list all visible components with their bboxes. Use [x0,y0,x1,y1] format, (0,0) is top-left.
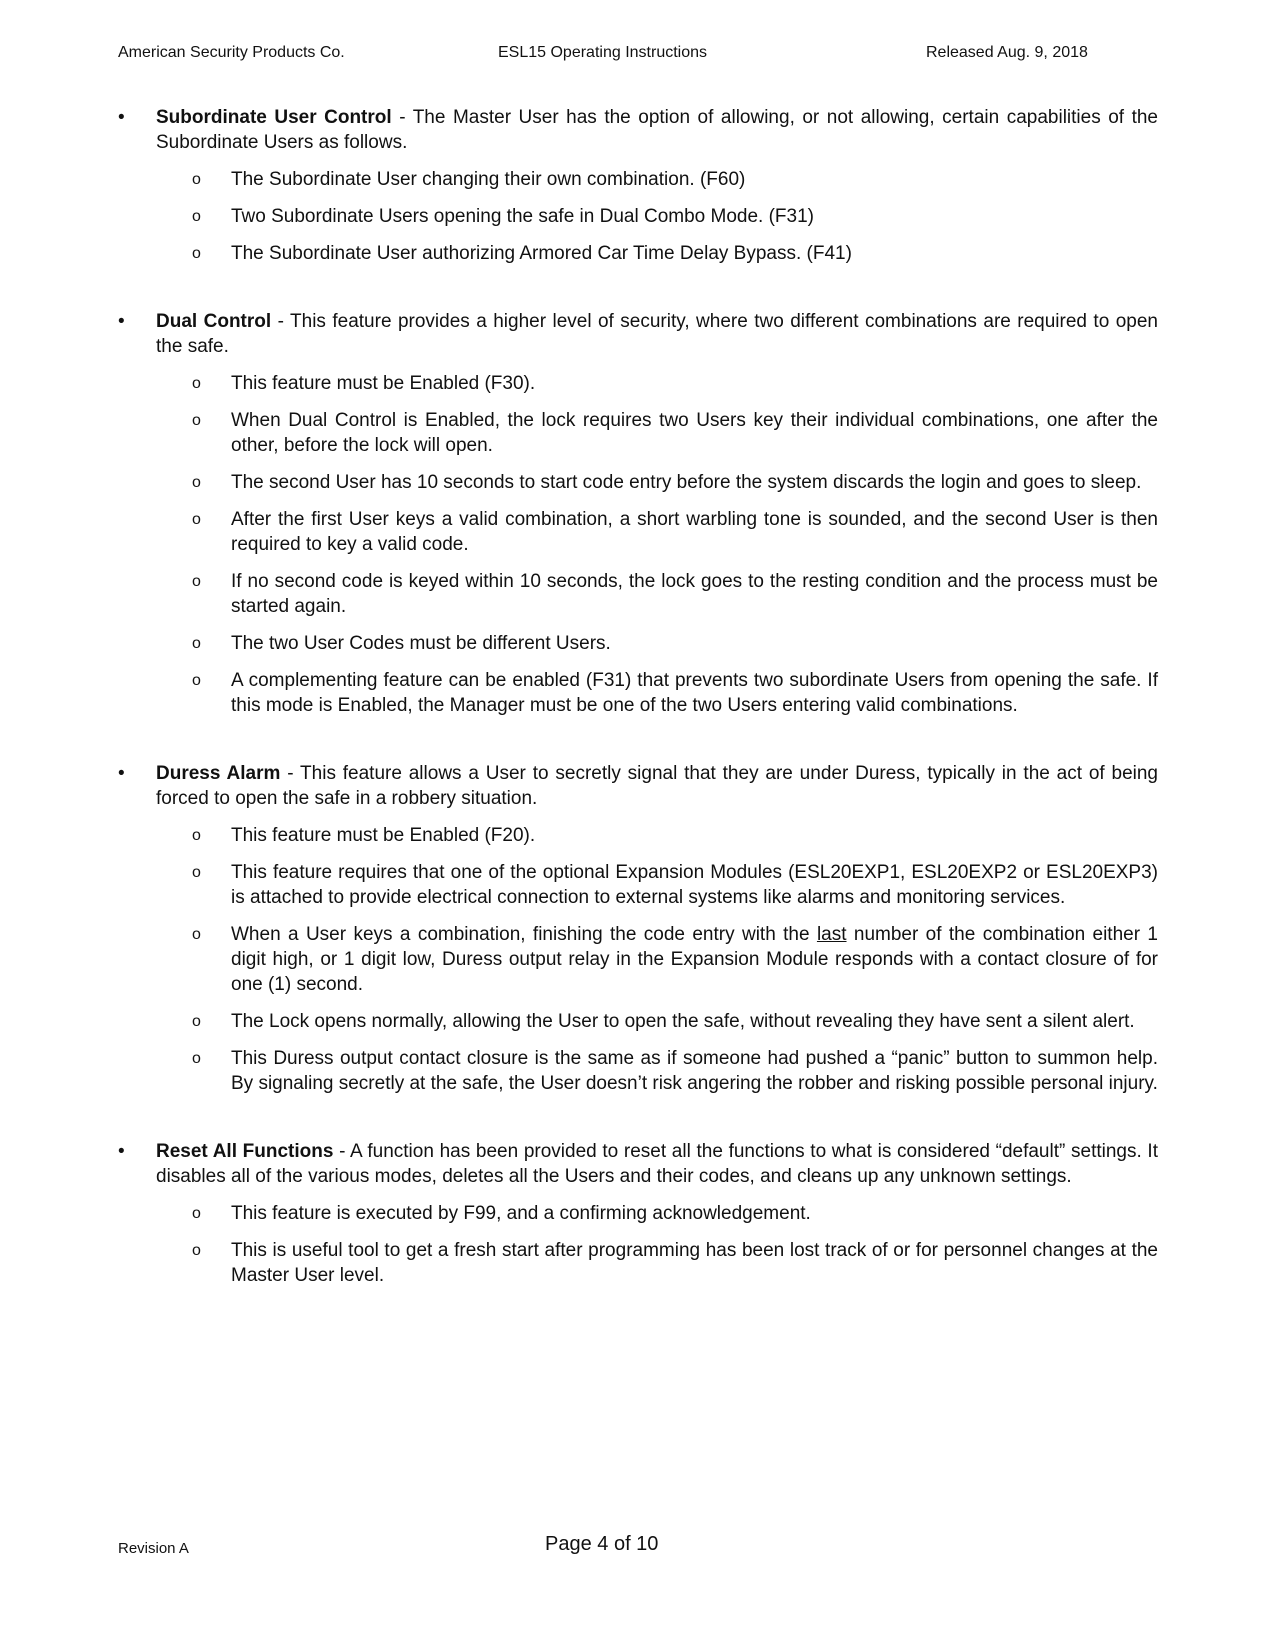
list-item [192,241,1158,266]
list-item [192,631,1158,656]
section-paragraph [156,1139,1158,1189]
circle-bullet-icon: o [192,474,201,491]
header-doc-title: ESL15 Operating Instructions [498,44,708,61]
header-company: American Security Products Co. [118,44,345,61]
circle-bullet-icon: o [192,573,201,590]
list-item [192,470,1158,495]
circle-bullet-icon: o [192,864,201,881]
list-item [192,569,1158,619]
list-item-text: The Subordinate User changing their own combination. (F60) [231,169,746,190]
section-text: - A function has been provided to reset all the functions to what is considered “default” settings. It disables all of the various modes, deletes all the Users and their codes, and cleans up any unknown settings. [156,1141,1158,1187]
list-item-text: This feature is executed by F99, and a confirming acknowledgement. [231,1203,811,1224]
list-item-text: A complementing feature can be enabled (F31) that prevents two subordinate Users from opening the safe. If this mode is Enabled, the Manager must be one of the two Users entering valid combinations. [231,670,1158,716]
circle-bullet-icon: o [192,1205,201,1222]
list-item [192,1009,1158,1034]
section-title: Duress Alarm [156,763,281,784]
list-item-text: When Dual Control is Enabled, the lock requires two Users key their individual combinations, one after the other, before the lock will open. [231,410,1158,456]
list-item-text: number of the combination either 1 digit high, or 1 digit low, Duress output relay in the Expansion Module responds with a contact closure of for one (1) second. [231,924,1158,995]
list-item-text: The second User has 10 seconds to start code entry before the system discards the login and goes to sleep. [231,472,1142,493]
section-paragraph [156,309,1158,359]
underlined-word: last [816,924,847,945]
bullet-icon: • [118,1141,125,1162]
list-item-text: The Subordinate User authorizing Armored Car Time Delay Bypass. (F41) [231,243,852,264]
list-item-text: Two Subordinate Users opening the safe in Dual Combo Mode. (F31) [231,206,814,227]
section-text: - This feature allows a User to secretly signal that they are under Duress, typically in the act of being forced to open the safe in a robbery situation. [156,763,1158,809]
circle-bullet-icon: o [192,171,201,188]
list-item [192,823,1158,848]
section-reset-all-functions [118,1139,1158,1288]
section-duress-alarm [118,761,1158,1096]
list-item-text: This feature must be Enabled (F30). [231,373,536,394]
list-item-text: This Duress output contact closure is the same as if someone had pushed a “panic” button to summon help. By signaling secretly at the safe, the User doesn’t risk angering the robber and risking possible personal injury. [231,1048,1158,1094]
circle-bullet-icon: o [192,208,201,225]
list-item [192,1238,1158,1288]
bullet-icon: • [118,311,125,332]
list-item-text: This is useful tool to get a fresh start after programming has been lost track of or for personnel changes at the Master User level. [231,1240,1158,1286]
circle-bullet-icon: o [192,1242,201,1259]
circle-bullet-icon: o [192,1013,201,1030]
sub-list [156,1201,1158,1288]
bullet-icon: • [118,107,125,128]
list-item [192,507,1158,557]
circle-bullet-icon: o [192,1050,201,1067]
bullet-icon: • [118,763,125,784]
section-title: Subordinate User Control [156,107,392,128]
section-paragraph [156,761,1158,811]
list-item [192,1046,1158,1096]
list-item [192,1201,1158,1226]
list-item-text: The two User Codes must be different Users. [231,633,611,654]
sub-list [156,371,1158,718]
circle-bullet-icon: o [192,926,201,943]
list-item [192,204,1158,229]
sub-list [156,823,1158,1096]
circle-bullet-icon: o [192,672,201,689]
circle-bullet-icon: o [192,511,201,528]
section-title: Dual Control [156,311,272,332]
section-dual-control [118,309,1158,718]
list-item-text: If no second code is keyed within 10 seconds, the lock goes to the resting condition and the process must be started again. [231,571,1158,617]
section-text: - The Master User has the option of allowing, or not allowing, certain capabilities of the Subordinate Users as follows. [156,107,1158,153]
sub-list [156,167,1158,266]
document-body [118,105,1158,1331]
list-item-text: After the first User keys a valid combination, a short warbling tone is sounded, and the second User is then required to key a valid code. [231,509,1158,555]
list-item-text: When a User keys a combination, finishing the code entry with the [231,924,817,945]
list-item [192,167,1158,192]
page-header [118,44,1157,66]
section-title: Reset All Functions [156,1141,334,1162]
circle-bullet-icon: o [192,635,201,652]
list-item-text: This feature requires that one of the optional Expansion Modules (ESL20EXP1, ESL20EXP2 or ESL20EXP3) is attached to provide electrical connection to external systems like alarms and monitoring services. [231,862,1158,908]
list-item-text: This feature must be Enabled (F20). [231,825,536,846]
circle-bullet-icon: o [192,245,201,262]
list-item [192,408,1158,458]
list-item-text: The Lock opens normally, allowing the User to open the safe, without revealing they have sent a silent alert. [231,1011,1135,1032]
header-release-date: Released Aug. 9, 2018 [926,44,1088,61]
list-item [192,860,1158,910]
circle-bullet-icon: o [192,375,201,392]
footer-revision: Revision A [118,1540,189,1557]
section-paragraph [156,105,1158,155]
list-item [192,668,1158,718]
section-subordinate-user-control [118,105,1158,266]
section-text: - This feature provides a higher level of security, where two different combinations are required to open the safe. [156,311,1158,357]
footer-page-number: Page 4 of 10 [545,1533,659,1555]
circle-bullet-icon: o [192,412,201,429]
list-item [192,922,1158,997]
circle-bullet-icon: o [192,827,201,844]
list-item [192,371,1158,396]
